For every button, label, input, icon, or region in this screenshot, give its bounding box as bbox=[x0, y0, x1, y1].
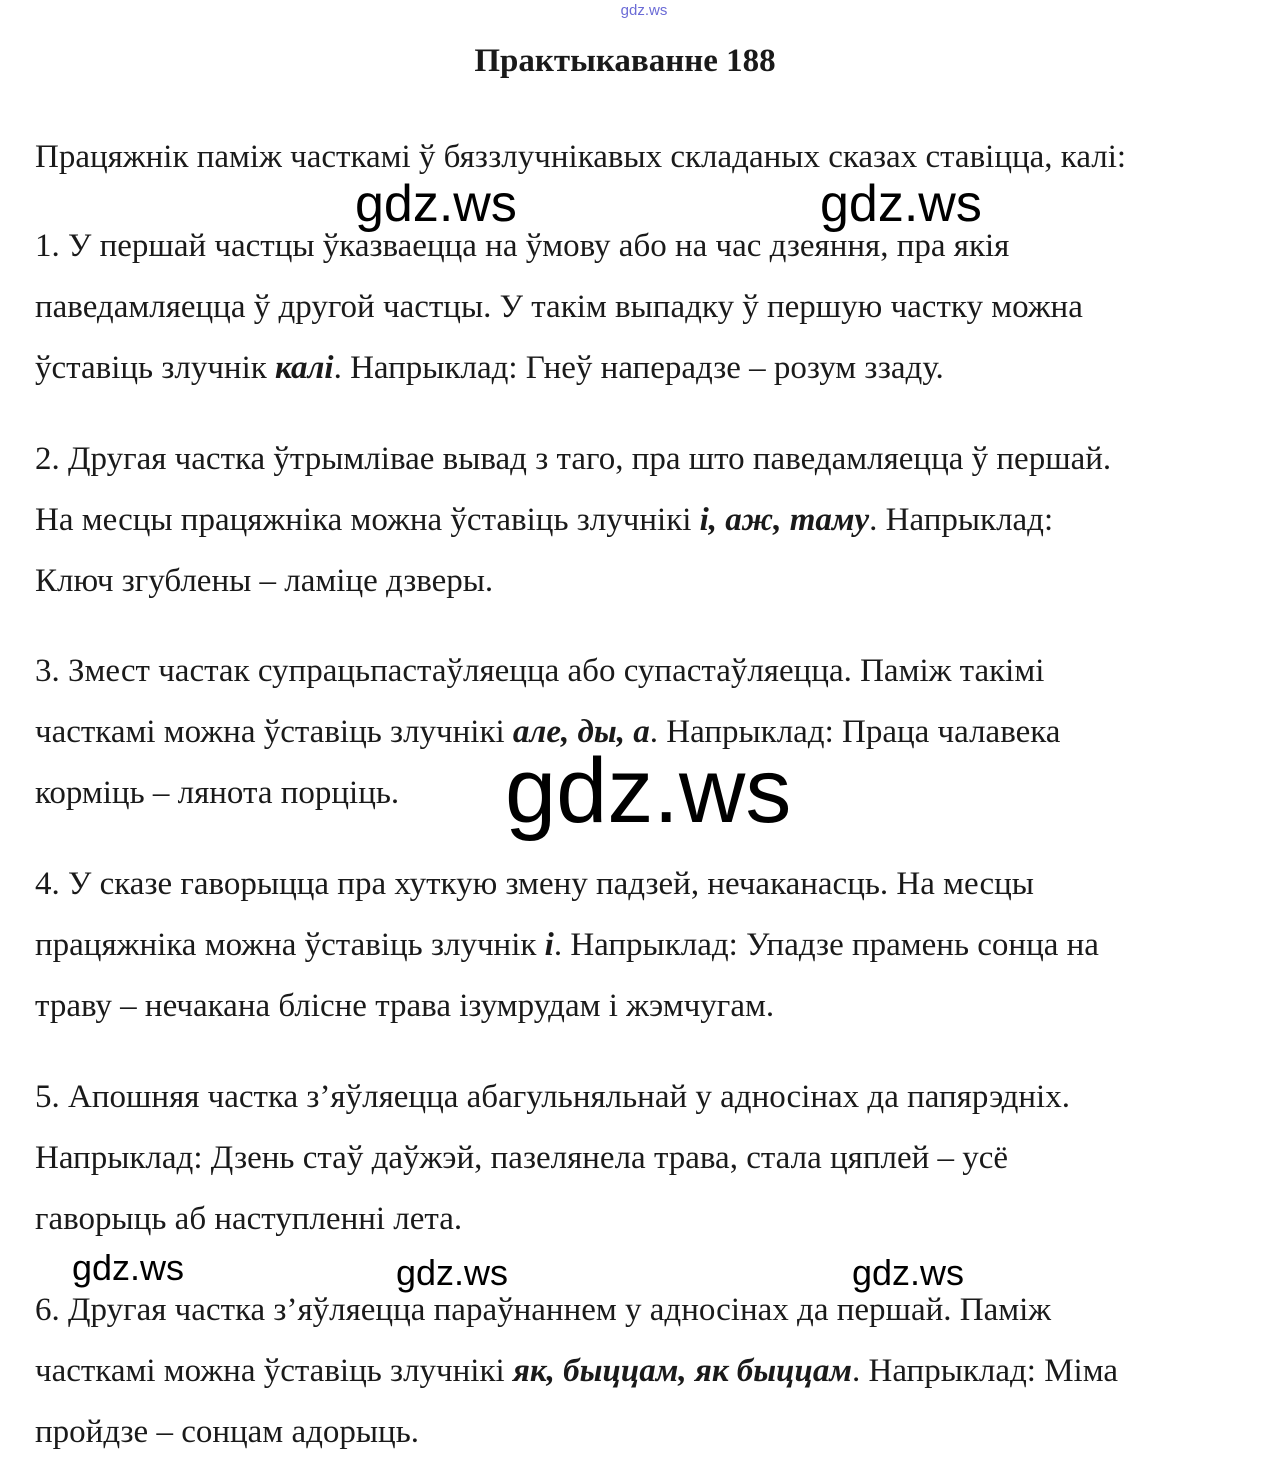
item-4-text: працяжніка можна ўставіць злучнік bbox=[35, 927, 545, 963]
item-6-example: . Напрыклад: Міма bbox=[851, 1353, 1119, 1389]
item-2-line-2 bbox=[35, 504, 1053, 537]
watermark: gdz.ws bbox=[820, 175, 982, 233]
item-6-text: часткамі можна ўставіць злучнікі bbox=[35, 1353, 513, 1389]
item-3-text: часткамі можна ўставіць злучнікі bbox=[35, 714, 513, 750]
item-3-line-1: 3. Змест частак супрацьпастаўляецца або супастаўляецца. Паміж такімі bbox=[35, 653, 1045, 689]
item-5-line-2: Напрыклад: Дзень стаў даўжэй, пазелянела трава, стала цяплей – усё bbox=[35, 1140, 1009, 1176]
item-4-line-3: траву – нечакана блісне трава ізумрудам і жэмчугам. bbox=[35, 988, 775, 1024]
item-6-line-2 bbox=[35, 1355, 1118, 1388]
item-6-conjunctions: як, быццам, як быццам bbox=[512, 1353, 852, 1389]
item-3-line-3: корміць – лянота порціць. bbox=[35, 775, 400, 811]
item-1-line-3 bbox=[35, 352, 944, 385]
watermark: gdz.ws bbox=[355, 175, 517, 233]
item-1-line-2: паведамляецца ў другой частцы. У такім выпадку ў першую частку можна bbox=[35, 289, 1083, 325]
item-4-example: . Напрыклад: Упадзе прамень сонца на bbox=[553, 927, 1099, 963]
item-5-line-1: 5. Апошняя частка з’яўляецца абагульняльнай у адносінах да папярэдніх. bbox=[35, 1079, 1070, 1115]
page-title: Практыкаванне 188 bbox=[474, 43, 776, 79]
intro-text: Працяжнік паміж часткамі ў бяззлучнікавых складаных сказах ставіцца, калі: bbox=[35, 139, 1127, 175]
item-4-line-2 bbox=[35, 929, 1099, 962]
item-5-line-3: гаворыць аб наступленні лета. bbox=[35, 1201, 463, 1237]
item-4-line-1: 4. У сказе гаворыцца пра хуткую змену падзей, нечаканасць. На месцы bbox=[35, 866, 1034, 902]
watermark: gdz.ws bbox=[396, 1252, 509, 1293]
item-1-conjunction: калі bbox=[275, 350, 334, 386]
item-1-line-1: 1. У першай частцы ўказваецца на ўмову або на час дзеяння, пра якія bbox=[35, 228, 1010, 264]
item-2-line-3: Ключ згублены – ламіце дзверы. bbox=[35, 563, 494, 599]
item-6-line-1: 6. Другая частка з’яўляецца параўнаннем у адносінах да першай. Паміж bbox=[35, 1292, 1052, 1328]
watermark-large: gdz.ws bbox=[505, 740, 792, 842]
item-2-text: На месцы працяжніка можна ўставіць злучнікі bbox=[35, 502, 700, 538]
watermark: gdz.ws bbox=[852, 1252, 965, 1293]
item-1-example: . Напрыклад: Гнеў наперадзе – розум ззаду. bbox=[333, 350, 944, 386]
item-6-line-3: пройдзе – сонцам адорыць. bbox=[35, 1414, 420, 1450]
item-2-example-label: . Напрыклад: bbox=[869, 502, 1054, 538]
item-3-conjunctions: але, ды, а bbox=[512, 714, 650, 750]
watermark: gdz.ws bbox=[72, 1247, 185, 1288]
item-2-line-1: 2. Другая частка ўтрымлівае вывад з таго, пра што паведамляецца ў першай. bbox=[35, 441, 1112, 477]
site-watermark-top: gdz.ws bbox=[620, 2, 668, 19]
item-3-example: . Напрыклад: Праца чалавека bbox=[649, 714, 1061, 750]
item-1-text: ўставіць злучнік bbox=[35, 350, 276, 386]
item-4-conjunction: і bbox=[544, 927, 554, 963]
item-2-conjunctions: і, аж, таму bbox=[699, 502, 870, 538]
